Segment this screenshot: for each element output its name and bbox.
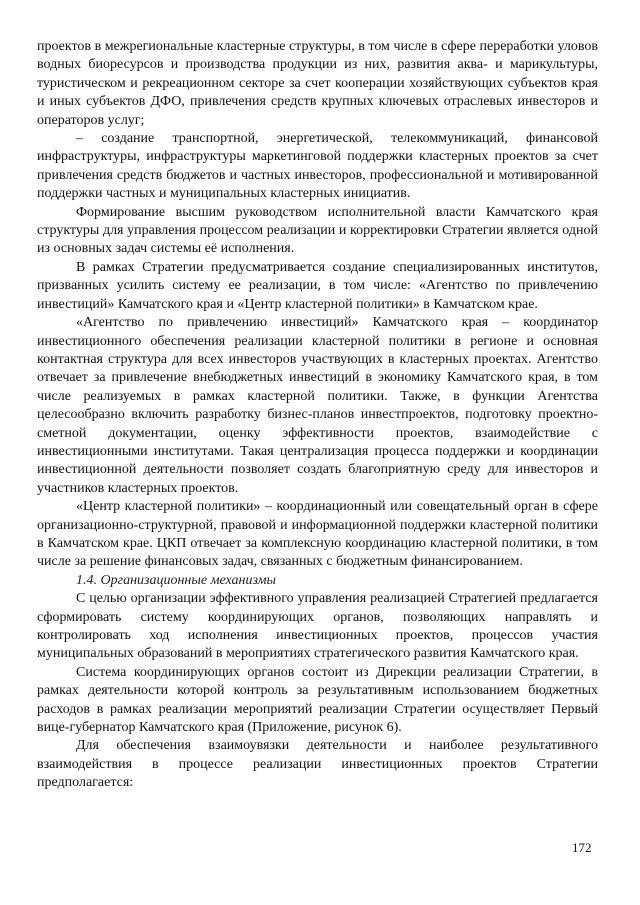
paragraph-interaction: Для обеспечения взаимоувязки деятельности и наиболее результативного взаимодействия в процессе реализации инвестиционных проектов Стратегии предполагается: [37, 738, 598, 791]
page-number: 172 [572, 840, 592, 855]
paragraph-investment-agency: «Агентство по привлечению инвестиций» Камчатского края – координатор инвестиционного обеспечения реализации кластерной политики в регионе и основная контактная структура для всех инвесторов участвующих в кластерных проектах. Агентство отвечает за привлечение внебюджетных инвестиций в экономику Камчатского края, в том числе реализуемых в рамках кластерной политики. Также, в функции Агентства целесообразно включить разработку бизнес-планов инвестпроектов, подготовку проектно-сметной документации, оценку эффективности проектов, взаимодействие с инвестиционными институтами. Такая централизация процесса поддержки и координации инвестиционной деятельности позволяет создать благоприятную среду для инвесторов и участников кластерных проектов. [37, 315, 598, 496]
paragraph-coordinating-bodies: Система координирующих органов состоит из Дирекции реализации Стратегии, в рамках деятельности которой контроль за результативным использованием бюджетных расходов в рамках реализации мероприятий реализации Стратегии осуществляет Первый вице-губернатор Камчатского края (Приложение, рисунок 6). [37, 664, 598, 736]
paragraph-coordination-system: С целью организации эффективного управления реализацией Стратегией предлагается сформировать систему координирующих органов, позволяющих направлять и контролировать ход исполнения инвестиционных проектов, процессов участия муниципальных образований в мероприятиях стратегического развития Камчатского края. [37, 591, 598, 662]
paragraph-institutes: В рамках Стратегии предусматривается создание специализированных институтов, призванных усилить систему ее реализации, в том числе: «Агентство по привлечению инвестиций» Камчатского края и «Центр кластерной политики» в Камчатском крае. [37, 259, 598, 312]
paragraph-cluster-center: «Центр кластерной политики» – координационный или совещательный орган в сфере организационно-структурной, правовой и информационной поддержки кластерной политики в Камчатском крае. ЦКП отвечает за комплексную координацию кластерной политики, в том числе за решение финансовых задач, связанных с бюджетным финансированием. [37, 499, 598, 570]
paragraph-bullet-infrastructure: – создание транспортной, энергетической, телекоммуникаций, финансовой инфраструктуры, инфраструктуры маркетинговой поддержки кластерных проектов за счет привлечения средств бюджетов и частных инвесторов, профессиональной и мотивированной поддержки частных и муниципальных кластерных инициатив. [37, 131, 598, 202]
paragraph-structure-formation: Формирование высшим руководством исполнительной власти Камчатского края структуры для управления процессом реализации и корректировки Стратегии является одной из основных задач системы её исполнения. [37, 204, 598, 257]
section-heading: 1.4. Организационные механизмы [76, 572, 277, 588]
paragraph-continuation: проектов в межрегиональные кластерные структуры, в том числе в сфере переработки уловов водных биоресурсов и производства продукции из них, развития аква- и марикультуры, туристическом и рекреационном секторе за счет кооперации хозяйствующих субъектов края и иных субъектов ДФО, привлечения средств крупных ключевых отраслевых инвесторов и операторов услуг; [37, 39, 598, 128]
page-body [37, 38, 598, 793]
